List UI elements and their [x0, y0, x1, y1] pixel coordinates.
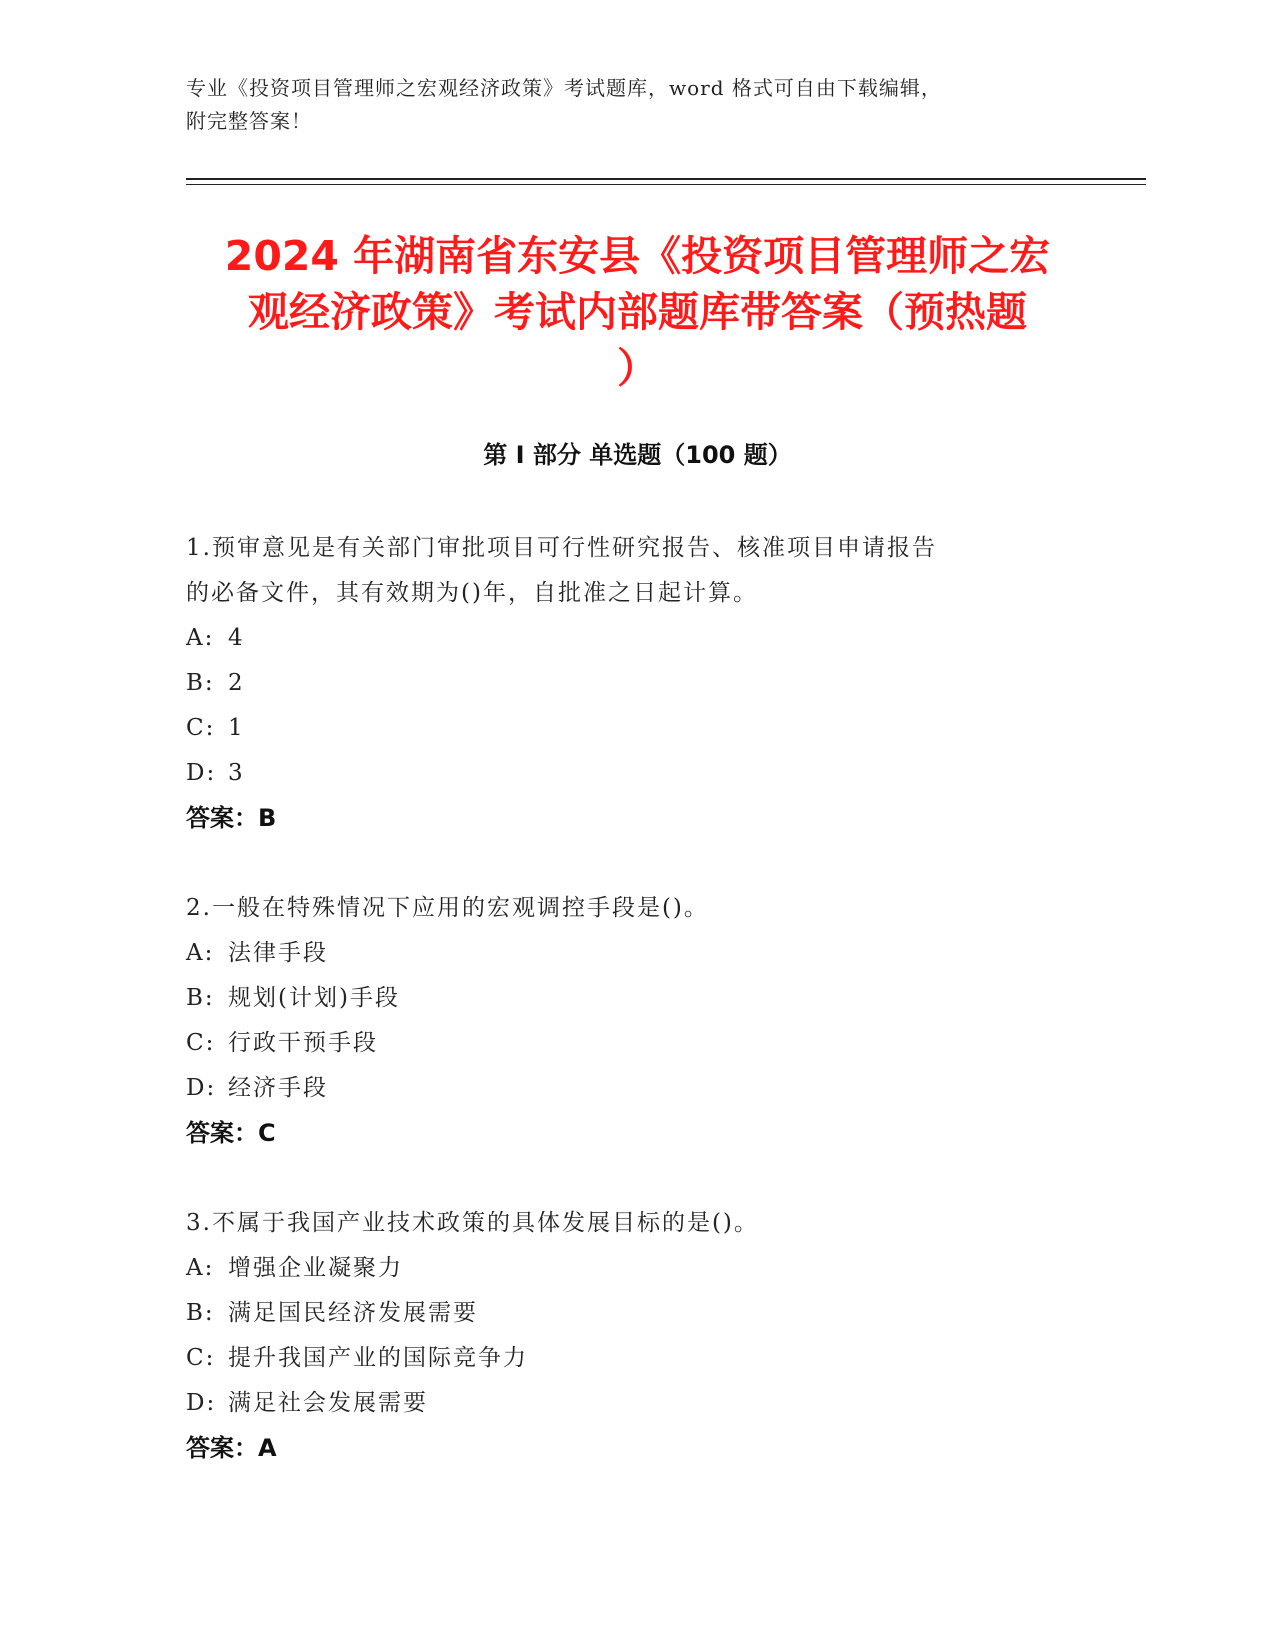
question-1 [186, 526, 1086, 841]
option-c [186, 706, 1086, 751]
option-b [186, 661, 1086, 706]
option-c [186, 1021, 1086, 1066]
question-stem-line: 1.预审意见是有关部门审批项目可行性研究报告、核准项目申请报告 [186, 535, 937, 561]
answer-label: 答案：A [186, 1434, 277, 1462]
header-note-line-2: 附完整答案！ [186, 109, 312, 133]
option-text: 1 [228, 715, 245, 741]
document-title [180, 228, 1095, 396]
option-letter: C: [186, 1345, 216, 1371]
option-a [186, 616, 1086, 661]
option-letter: D: [186, 1390, 217, 1416]
option-text: 行政干预手段 [228, 1030, 378, 1056]
option-letter: B: [186, 1300, 215, 1326]
option-text: 满足国民经济发展需要 [228, 1300, 478, 1326]
option-text: 满足社会发展需要 [228, 1390, 428, 1416]
option-text: 增强企业凝聚力 [228, 1255, 403, 1281]
option-b [186, 1291, 1086, 1336]
option-letter: B: [186, 985, 215, 1011]
document-title-line-1: 2024 年湖南省东安县《投资项目管理师之宏 [224, 232, 1051, 280]
option-letter: A: [186, 940, 215, 966]
option-c [186, 1336, 1086, 1381]
header-rule-thin [186, 184, 1146, 185]
option-d [186, 1381, 1086, 1426]
option-b [186, 976, 1086, 1021]
question-stem-line: 的必备文件，其有效期为()年，自批准之日起计算。 [186, 580, 758, 606]
question-3 [186, 1201, 1086, 1471]
answer-label: 答案：B [186, 804, 277, 832]
option-letter: A: [186, 625, 215, 651]
option-d [186, 751, 1086, 796]
document-title-line-2: 观经济政策》考试内部题库带答案（预热题 [248, 288, 1027, 336]
option-letter: C: [186, 715, 216, 741]
answer-label: 答案：C [186, 1119, 276, 1147]
option-text: 提升我国产业的国际竞争力 [228, 1345, 528, 1371]
option-letter: A: [186, 1255, 215, 1281]
header-note-line-1: 专业《投资项目管理师之宏观经济政策》考试题库，word 格式可自由下载编辑， [186, 76, 942, 100]
document-title-line-3: ） [617, 344, 658, 392]
option-a [186, 1246, 1086, 1291]
option-letter: D: [186, 1075, 217, 1101]
option-letter: B: [186, 670, 215, 696]
option-letter: C: [186, 1030, 216, 1056]
option-a [186, 931, 1086, 976]
option-text: 4 [228, 625, 245, 651]
option-text: 规划(计划)手段 [228, 985, 400, 1011]
question-stem-line: 3.不属于我国产业技术政策的具体发展目标的是()。 [186, 1210, 759, 1236]
question-list [186, 526, 1086, 1516]
option-text: 经济手段 [228, 1075, 328, 1101]
question-stem-line: 2.一般在特殊情况下应用的宏观调控手段是()。 [186, 895, 709, 921]
header-note [186, 72, 1086, 138]
question-2 [186, 886, 1086, 1156]
section-heading: 第 I 部分 单选题（100 题） [483, 441, 792, 469]
option-letter: D: [186, 760, 217, 786]
option-text: 3 [228, 760, 245, 786]
option-d [186, 1066, 1086, 1111]
option-text: 2 [228, 670, 245, 696]
header-rule-thick [186, 178, 1146, 180]
option-text: 法律手段 [228, 940, 328, 966]
